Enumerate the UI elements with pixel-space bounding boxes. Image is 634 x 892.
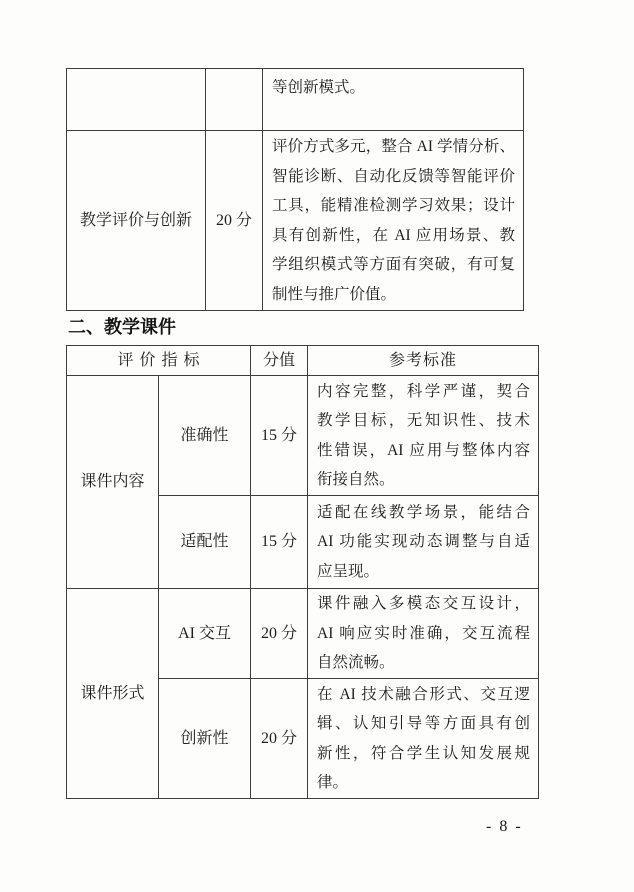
score-cell: 20 分	[206, 131, 263, 311]
criteria-line: 自然流畅。	[317, 654, 395, 672]
item-name-cell: 创新性	[159, 679, 251, 799]
item-name-cell: 适配性	[159, 496, 251, 589]
criteria-line: 适配在线教学场景，能结合	[317, 503, 531, 521]
criteria-line: 应呈现。	[317, 562, 380, 580]
criteria-line: 辑、认知引导等方面具有创	[317, 715, 531, 732]
criteria-line: AI 响应实时准确，交互流程	[317, 624, 531, 642]
criteria-line: 智能诊断、自动化反馈等智能评价	[272, 167, 515, 185]
criteria-line: 课件融入多模态交互设计，	[317, 595, 531, 613]
indicator-cell-empty	[67, 69, 206, 131]
criteria-cell	[263, 69, 524, 131]
criteria-line: 在 AI 技术融合形式、交互逻	[317, 685, 531, 703]
score-cell: 20 分	[251, 679, 308, 799]
criteria-cell	[308, 496, 539, 589]
table-row	[67, 589, 539, 679]
criteria-line: 律。	[317, 774, 349, 791]
criteria-line: 评价方式多元，整合 AI 学情分析、	[272, 138, 515, 155]
score-cell: 20 分	[251, 589, 308, 679]
header-indicator-label: 评价指标	[117, 351, 206, 369]
criteria-cell	[308, 589, 539, 679]
criteria-line: 工具，能精准检测学习效果；设计	[272, 197, 515, 214]
score-cell: 15 分	[251, 376, 308, 496]
table-row	[67, 69, 524, 131]
criteria-cell	[308, 376, 539, 496]
group-name-cell: 课件形式	[67, 589, 159, 799]
table-row	[67, 131, 524, 311]
score-cell-empty	[206, 69, 263, 131]
header-criteria	[308, 346, 539, 376]
criteria-line: 内容完整，科学严谨，契合	[317, 382, 531, 400]
criteria-line: 新性，符合学生认知发展规	[317, 744, 531, 762]
item-name-cell: 准确性	[159, 376, 251, 496]
table-header-row	[67, 346, 539, 376]
header-indicator	[67, 346, 251, 376]
criteria-line: AI 功能实现动态调整与自适	[317, 533, 531, 551]
indicator-cell: 教学评价与创新	[67, 131, 206, 311]
criteria-cell	[263, 131, 524, 311]
courseware-evaluation-table	[66, 345, 539, 799]
criteria-line: 具有创新性，在 AI 应用场景、教	[272, 226, 515, 244]
criteria-line: 性错误，AI 应用与整体内容	[317, 441, 531, 459]
item-name-cell: AI 交互	[159, 589, 251, 679]
criteria-line: 教学目标，无知识性、技术	[317, 412, 531, 429]
evaluation-table-continued	[66, 68, 524, 311]
header-score: 分值	[251, 346, 308, 376]
header-criteria-label: 参考标准	[389, 351, 458, 369]
table-row	[67, 376, 539, 496]
page-number: - 8 -	[486, 818, 523, 835]
criteria-line: 学组织模式等方面有突破，有可复	[272, 256, 515, 273]
criteria-line: 制性与推广价值。	[272, 285, 397, 303]
criteria-line: 等创新模式。	[272, 79, 366, 96]
criteria-cell	[308, 679, 539, 799]
criteria-line: 衔接自然。	[317, 471, 395, 488]
group-name-cell: 课件内容	[67, 376, 159, 589]
section-heading: 二、教学课件	[68, 317, 176, 338]
score-cell: 15 分	[251, 496, 308, 589]
